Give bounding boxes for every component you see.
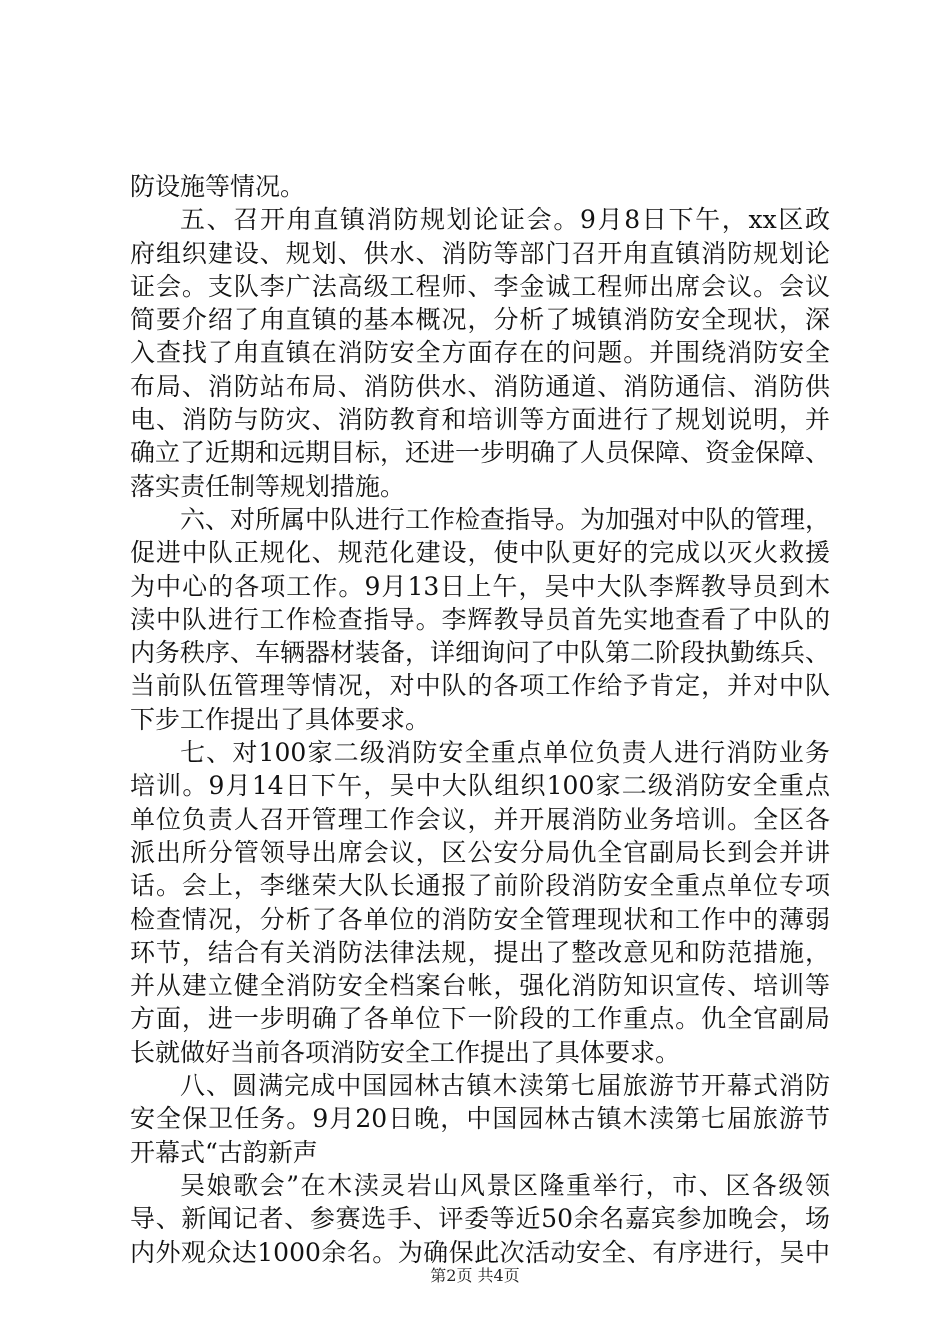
text-line: 简要介绍了甪直镇的基本概况，分析了城镇消防安全现状，深 (130, 305, 830, 335)
text-line: 府组织建设、规划、供水、消防等部门召开甪直镇消防规划论 (130, 238, 830, 268)
text-line: 六、对所属中队进行工作检查指导。为加强对中队的管理， (180, 504, 831, 534)
text-line: 派出所分管领导出席会议，区公安分局仇全官副局长到会并讲 (130, 837, 830, 867)
text-line: 为中心的各项工作。9月13日上午，吴中大队李辉教导员到木 (130, 571, 830, 601)
text-line: 入查找了甪直镇在消防安全方面存在的问题。并围绕消防安全 (130, 338, 830, 368)
text-line: 布局、消防站布局、消防供水、消防通道、消防通信、消防供 (130, 371, 830, 401)
paragraph-continuation (130, 1169, 830, 1269)
text-line: 单位负责人召开管理工作会议，并开展消防业务培训。全区各 (130, 804, 830, 834)
document-body (130, 170, 830, 1269)
text-line: 内外观众达1000余名。为确保此次活动安全、有序进行，吴中 (130, 1237, 830, 1267)
text-line: 渎中队进行工作检查指导。李辉教导员首先实地查看了中队的 (130, 604, 830, 634)
text-line: 八、圆满完成中国园林古镇木渎第七届旅游节开幕式消防 (180, 1071, 830, 1101)
text-line: 检查情况，分析了各单位的消防安全管理现状和工作中的薄弱 (130, 904, 830, 934)
text-line: 七、对100家二级消防安全重点单位负责人进行消防业务 (180, 738, 830, 768)
text-line: 确立了近期和远期目标，还进一步明确了人员保障、资金保障、 (130, 438, 831, 468)
text-line: 话。会上，李继荣大队长通报了前阶段消防安全重点单位专项 (130, 871, 830, 901)
text-line: 培训。9月14日下午，吴中大队组织100家二级消防安全重点 (130, 771, 830, 801)
paragraph-section-6 (130, 503, 830, 736)
text-line: 并从建立健全消防安全档案台帐，强化消防知识宣传、培训等 (130, 971, 830, 1001)
text-line: 安全保卫任务。9月20日晚，中国园林古镇木渎第七届旅游节 (130, 1104, 830, 1134)
paragraph-section-7 (130, 736, 830, 1069)
text-line: 环节，结合有关消防法律法规，提出了整改意见和防范措施， (130, 937, 830, 967)
text-line: 方面，进一步明确了各单位下一阶段的工作重点。仇全官副局 (130, 1004, 830, 1034)
paragraph-section-5 (130, 203, 830, 503)
text-line: 证会。支队李广法高级工程师、李金诚工程师出席会议。会议 (130, 271, 830, 301)
page-number-footer: 第2页 共4页 (430, 1266, 520, 1285)
text-line: 下步工作提出了具体要求。 (130, 704, 431, 734)
text-line: 五、召开甪直镇消防规划论证会。9月8日下午，xx区政 (180, 205, 830, 235)
paragraph-section-8 (130, 1069, 830, 1169)
text-line: 落实责任制等规划措施。 (130, 471, 406, 501)
text-line: 防设施等情况。 (130, 172, 306, 201)
text-line: 导、新闻记者、参赛选手、评委等近50余名嘉宾参加晚会，场 (130, 1204, 830, 1234)
text-line: 长就做好当前各项消防安全工作提出了具体要求。 (130, 1037, 681, 1067)
text-line: 内务秩序、车辆器材装备，详细询问了中队第二阶段执勤练兵、 (130, 638, 831, 668)
text-line: 电、消防与防灾、消防教育和培训等方面进行了规划说明，并 (130, 405, 830, 435)
text-line: 当前队伍管理等情况，对中队的各项工作给予肯定，并对中队 (130, 671, 830, 701)
text-line: 开幕式“古韵新声 (130, 1137, 318, 1167)
paragraph (130, 170, 830, 203)
text-line: 促进中队正规化、规范化建设，使中队更好的完成以灭火救援 (130, 538, 830, 568)
text-line: 吴娘歌会”在木渎灵岩山风景区隆重举行，市、区各级领 (180, 1170, 830, 1200)
